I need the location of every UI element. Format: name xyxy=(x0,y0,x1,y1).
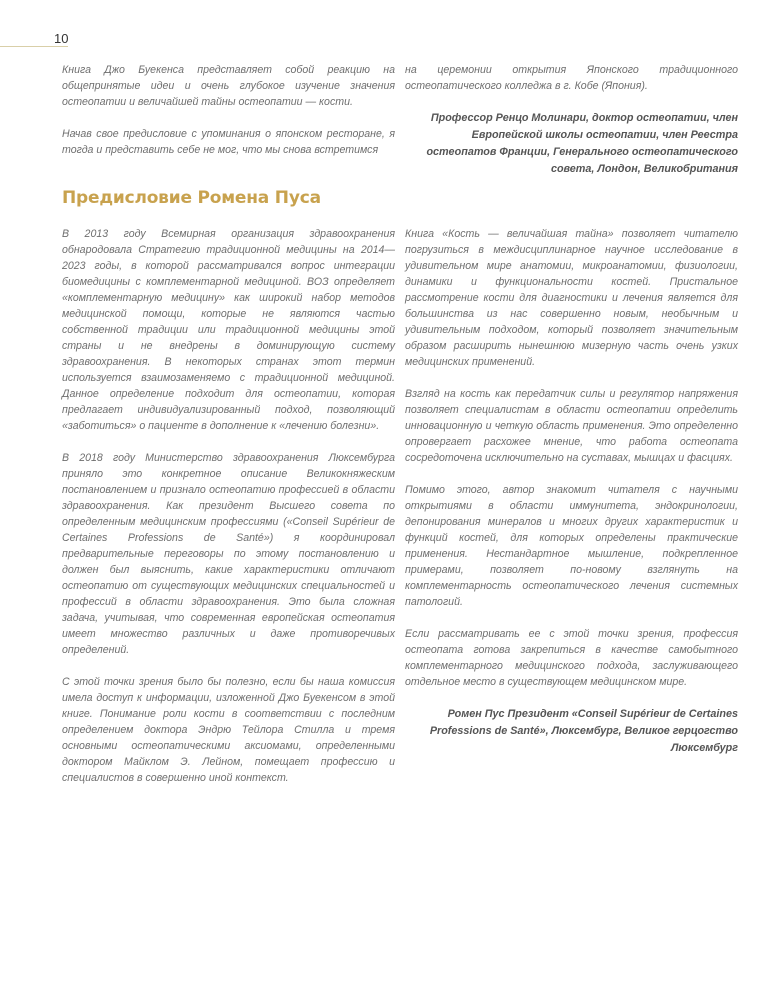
paragraph: В 2013 году Всемирная организация здравоохранения обнародовала Стратегию традиционной медицины на 2014—2023 годы, в которой рассматривался вопрос интеграции биомедицины с комплементарной медициной. ВОЗ определяет «комплементарную медицину» как широкий набор методов медицинской помощи, которые не являются частью собственной традиции или традиционной медицины этой страны и не внедрены в доминирующую систему здравоохранения. В некоторых странах этот термин используется взаимозаменяемо с традиционной медициной. Данное определение подходит для остеопатии, которая предлагает индивидуализированный подход, позволяющий «заботиться» о пациенте в дополнение к «лечению болезни». xyxy=(62,228,395,432)
signature-pus: Ромен Пус Президент «Conseil Supérieur de Certaines Professions de Santé», Люксембург, Великое герцогство Люксембург xyxy=(429,708,738,754)
paragraph: Книга «Кость — величайшая тайна» позволяет читателю погрузиться в междисциплинарное научное исследование в удивительном мире анатомии, микроанатомии, физиологии, динамики и функциональности костей. Пристальное рассмотрение кости для диагностики и лечения является для большинства из нас совершенно новым, необычным и удивительным подходом, который позволяет значительным образом расширить нынешнюю мизерную часть очень узких медицинских применений. xyxy=(405,228,738,368)
paragraph: Начав свое предисловие с упоминания о японском ресторане, я тогда и представить себе не мог, что мы снова встретимся xyxy=(62,128,395,156)
foreword-right-column xyxy=(405,226,738,773)
paragraph: Взгляд на кость как передатчик силы и регулятор напряжения позволяет специалистам в области остеопатии определить инновационную и четкую область применения. Это определенно опровергает расхожее мнение, что работа остеопата сосредоточена исключительно на суставах, мышцах и фасциях. xyxy=(405,388,738,464)
foreword-left-column xyxy=(62,226,395,802)
paragraph: Книга Джо Буекенса представляет собой реакцию на общепринятые идеи и очень глубокое изучение значения остеопатии и величайшей тайны остеопатии — кости. xyxy=(62,64,395,108)
paragraph: Если рассматривать ее с этой точки зрения, профессия остеопата готова закрепиться в качестве самобытного комплементарного медицинского подхода, заслуживающего отдельное место в существующем медицинском мире. xyxy=(405,628,738,688)
paragraph: В 2018 году Министерство здравоохранения Люксембурга приняло это конкретное описание Великокняжеским постановлением и признало остеопатию профессией в области здравоохранения. Как президент Высшего совета по определенным медицинским профессиями («Conseil Supérieur de Certaines Professions de Santé») я координировал предварительные переговоры по этому постановлению и должен был выяснить, какие характеристики отличают остеопатию от существующих медицинских специальностей и профессий в области здравоохранения. Это была сложная задача, учитывая, что современная европейская остеопатия имеет множество различных и даже противоречивых определений. xyxy=(62,452,395,656)
paragraph: Помимо этого, автор знакомит читателя с научными открытиями в области иммунитета, эндокринологии, депонирования минералов и многих других характеристик и функций костей, для которых определены практические применения. Нестандартное мышление, подкрепленное примерами, позволяет по-новому взглянуть на комплементарность остеопатического лечения системных патологий. xyxy=(405,484,738,608)
paragraph: на церемонии открытия Японского традиционного остеопатического колледжа в г. Кобе (Япония). xyxy=(405,64,738,92)
section-heading: Предисловие Ромена Пуса xyxy=(62,188,321,208)
page-number: 10 xyxy=(54,31,69,46)
signature-molinari: Профессор Ренцо Молинари, доктор остеопатии, член Европейской школы остеопатии, член Реестра остеопатов Франции, Генерального остеопатического совета, Лондон, Великобритания xyxy=(426,112,738,175)
header-rule xyxy=(0,46,68,47)
paragraph: С этой точки зрения было бы полезно, если бы наша комиссия имела доступ к информации, изложенной Джо Буекенсом в этой книге. Понимание роли кости в соответствии с последним определением доктора Эндрю Тейлора Стилла и тремя основными остеопатическими аксиомами, определенными доктором Майклом Э. Лейном, помещает профессию и специалистов в совершенно иной контекст. xyxy=(62,676,395,784)
previous-foreword-right-column xyxy=(405,62,738,194)
previous-foreword-left-column xyxy=(62,62,395,174)
